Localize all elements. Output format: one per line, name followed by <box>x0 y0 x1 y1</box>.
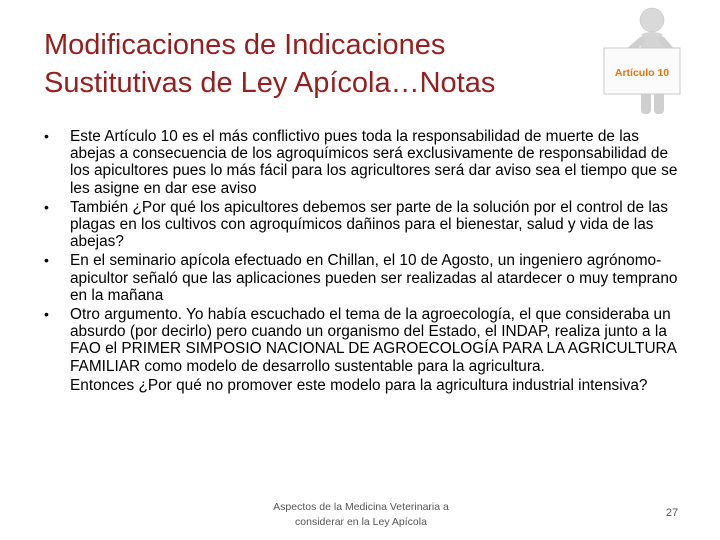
slide-footer <box>258 500 464 530</box>
title-line-2: Sustitutivas de Ley Apícola…Notas <box>44 67 496 99</box>
footer-line-2: considerar en la Ley Apícola <box>295 516 427 528</box>
slide-title <box>44 26 584 102</box>
footer-line-1: Aspectos de la Medicina Veterinaria a <box>273 501 449 513</box>
bullet-list <box>44 128 684 394</box>
bullet-item: • En el seminario apícola efectuado en Chillan, el 10 de Agosto, un ingeniero agrónomo-apicultor señaló que las aplicaciones pueden ser realizadas al atardecer o muy temprano en la mañana <box>44 252 684 304</box>
page-number: 27 <box>665 507 679 519</box>
bullet-item: • Este Artículo 10 es el más conflictivo pues toda la responsabilidad de muerte de las abejas a consecuencia de los agroquímicos será exclusivamente de responsabilidad de los apicultores pues lo más fácil para los agricultores será dar aviso sea el tiempo que se les asigne en dar ese aviso <box>44 128 684 197</box>
figure-head <box>640 8 664 32</box>
title-line-1: Modificaciones de Indicaciones <box>44 29 446 61</box>
bullet-item: • Otro argumento. Yo había escuchado el tema de la agroecología, el que consideraba un absurdo (por decirlo) pero cuando un organismo del Estado, el INDAP, realiza junto a la FAO el PRIMER SIMPOSIO NACIONAL DE AGROECOLOGÍA PARA LA AGRICULTURA FAMILIAR como modelo de desarrollo sustentable para la agricultura. <box>44 306 684 375</box>
person-holding-sign-illustration <box>594 4 686 122</box>
sign-text: Artículo 10 <box>614 67 670 79</box>
bullet-item: • También ¿Por qué los apicultores debemos ser parte de la solución por el control de las plagas en los cultivos con agroquímicos dañinos para el bienestar, salud y vida de las abejas? <box>44 199 684 251</box>
trailing-paragraph: Entonces ¿Por qué no promover este modelo para la agricultura industrial intensiva? <box>70 376 648 394</box>
